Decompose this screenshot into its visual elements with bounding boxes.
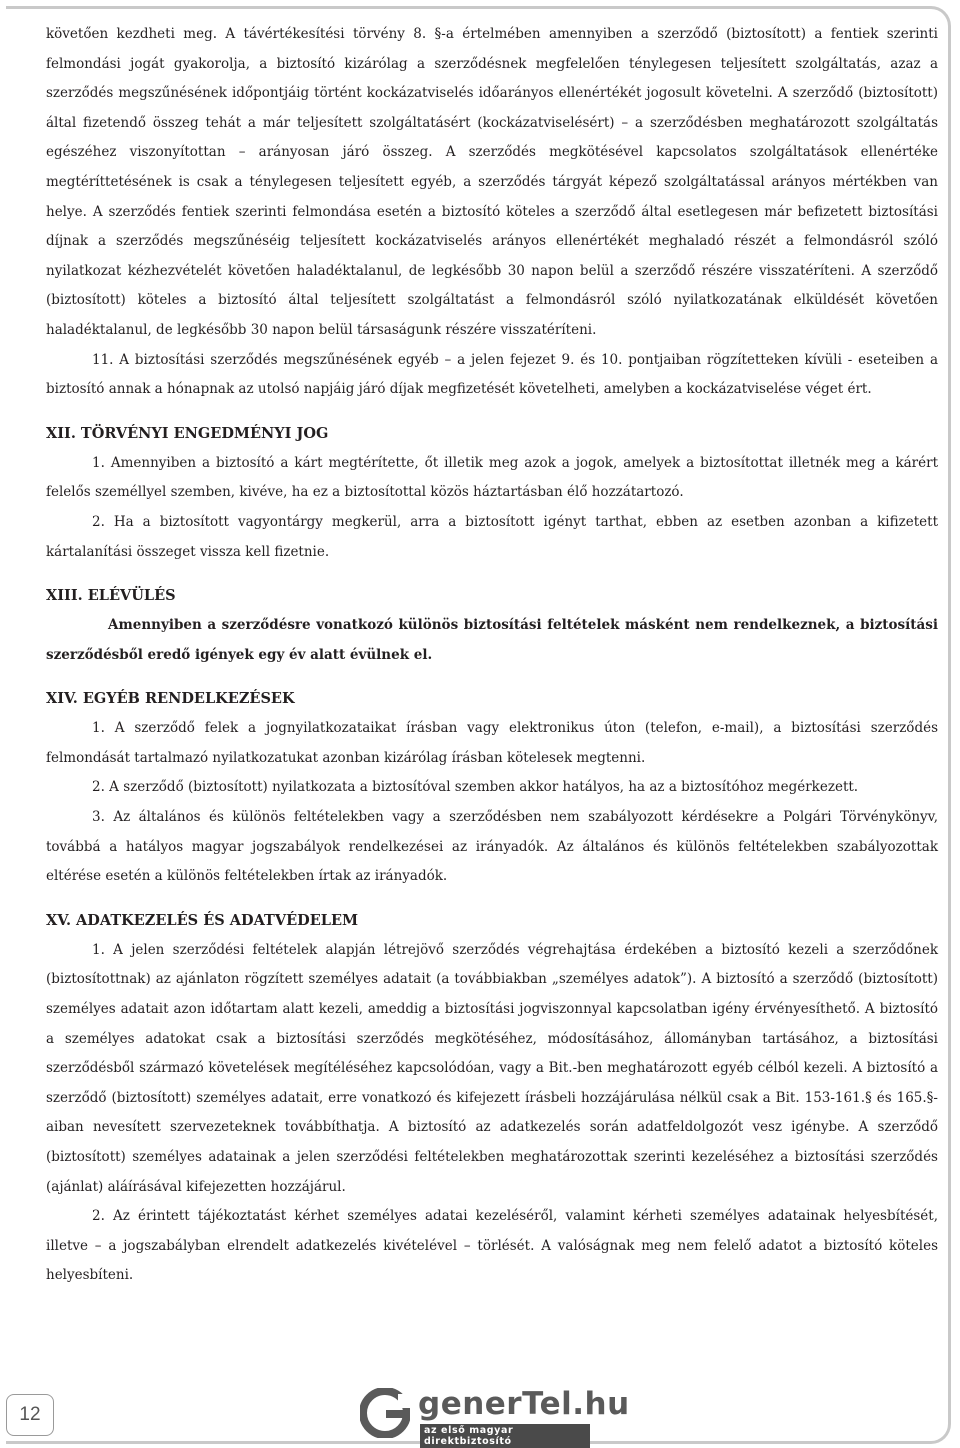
list-item: 2. Ha a biztosított vagyontárgy megkerül, arra a biztosított igényt tarthat, ebben az esetben azonban a kifizetett kártalanítási összeget vissza kell fizetnie.: [46, 513, 938, 560]
list-item: 2. Az érintett tájékoztatást kérhet személyes adatai kezeléséről, valamint kérheti személyes adatainak helyesbítését, illetve – a jogszabályban elrendelt adatkezelés kivételével – törlését. A valóságnak meg nem felelő adatot a biztosító köteles helyesbíteni.: [46, 1208, 938, 1284]
logo-wordmark: generTel.hu: [418, 1386, 630, 1422]
section-heading: XIII. ELÉVÜLÉS: [46, 587, 176, 605]
intro-section: [46, 20, 938, 405]
section-15: [46, 936, 938, 1291]
list-item: 1. A szerződő felek a jognyilatkozataikat írásban vagy elektronikus úton (telefon, e-mail), a biztosítási szerződés felmondását tartalmazó nyilatkozatukat azonban kizárólag írásban kötelesek megtenni.: [46, 720, 938, 766]
section-heading: XIV. EGYÉB RENDELKEZÉSEK: [46, 690, 295, 708]
generali-logo: [360, 1386, 630, 1447]
list-item: 1. Amennyiben a biztosító a kárt megtérítette, őt illetik meg azok a jogok, amelyek a biztosítottat illetnék meg a kárért felelős személlyel szemben, kivéve, ha ez a biztosítottal közös háztartásban élő hozzátartozó.: [46, 454, 938, 501]
paragraph: 11. A biztosítási szerződés megszűnésének egyéb – a jelen fejezet 9. és 10. pontjaiban rögzítetteken kívüli - eseteiben a biztosító annak a hónapnak az utolsó napjáig járó díjak megfizetését követelheti, amelyben a kockázatviselése véget ért.: [46, 351, 938, 398]
paragraph: Amennyiben a szerződésre vonatkozó különös biztosítási feltételek másként nem rendelkeznek, a biztosítási szerződésből eredő igények egy év alatt évülnek el.: [46, 617, 938, 663]
paragraph: követően kezdheti meg. A távértékesítési törvény 8. §-a értelmében amennyiben a szerződő (biztosított) a fentiek szerinti felmondási jogát gyakorolja, a biztosító kizárólag a szerződésnek megfelelően ténylegesen teljesített szolgáltatás, azaz a szerződés megszűnésének időpontjáig történt kockázatviselés időarányos ellenértékét jogosult követelni. A szerződő (biztosított) által fizetendő összeg tehát a már teljesített szolgáltatásért (kockázatviselésért) – a szerződésben meghatározott szolgáltatás egészéhez viszonyítottan – arányosan járó összeg. A szerződés megkötésével kapcsolatos szolgáltatások ellenértéke megtéríttetésének is csak a ténylegesen teljesített egyéb, a szerződés tárgyát képező szolgáltatással arányos mértékben van helye. A szerződés fentiek szerinti felmondása esetén a biztosító köteles a szerződő által esetlegesen már befizetett biztosítási díjnak a szerződés megszűnéséig teljesített kockázatviselés arányos ellenértékét meghaladó részét a felmondásról szóló nyilatkozat kézhezvételét követően haladéktalanul, de legkésőbb 30 napon belül a szerződő részére visszatéríteni. A szerződő (biztosított) köteles a biztosító által teljesített szolgáltatást a felmondásról szóló nyilatkozatának elküldését követően haladéktalanul, de legkésőbb 30 napon belül társaságunk részére visszatéríteni.: [46, 26, 938, 338]
list-item: 3. Az általános és különös feltételekben vagy a szerződésben nem szabályozott kérdésekre a Polgári Törvénykönyv, továbbá a hatályos magyar jogszabályok rendelkezései az irányadók. Az általános és különös feltételekben szabályozottak eltérése esetén a különös feltételekben írtak az irányadók.: [46, 809, 938, 885]
section-13: [46, 611, 938, 670]
document-body: [46, 20, 938, 1291]
list-item: 1. A jelen szerződési feltételek alapján létrejövő szerződés végrehajtása érdekében a biztosító kezeli a szerződőnek (biztosítottnak) az ajánlaton rögzített személyes adatait (a továbbiakban „személyes adatok”). A biztosító a szerződő (biztosított) személyes adatait azon időtartam alatt kezeli, ameddig a biztosítási jogviszonnyal kapcsolatban igény érvényesíthető. A biztosító a személyes adatokat csak a biztosítási szerződés megkötéséhez, módosításához, állományban tartásához, a biztosítási szerződésből származó követelések megítéléséhez kapcsolódóan, vagy a Bit.-ben meghatározott egyéb célból kezeli. A biztosító a szerződő (biztosított) személyes adatait, erre vonatkozó és kifejezett írásbeli hozzájárulása nélkül csak a Bit. 153-161.§ és 165.§-aiban nevesített szervezeteknek továbbíthatja. A biztosító az adatkezelés során adatfeldolgozót vesz igénybe. A szerződő (biztosított) személyes adatainak a jelen szerződési feltételekben meghatározottak szerinti kezeléséhez a biztosítási szerződés (ajánlat) aláírásával kifejezetten hozzájárul.: [46, 941, 938, 1195]
section-12: [46, 449, 938, 567]
list-item: 2. A szerződő (biztosított) nyilatkozata a biztosítóval szemben akkor hatályos, ha az a biztosítóhoz megérkezett.: [92, 779, 859, 796]
page-number: 12: [6, 1394, 54, 1436]
section-heading: XV. ADATKEZELÉS ÉS ADATVÉDELEM: [46, 911, 359, 929]
logo-slogan: az első magyar direktbiztosító: [420, 1424, 590, 1448]
section-14: [46, 714, 938, 892]
logo-g-icon: [360, 1388, 410, 1438]
section-heading: XII. TÖRVÉNYI ENGEDMÉNYI JOG: [46, 424, 329, 442]
